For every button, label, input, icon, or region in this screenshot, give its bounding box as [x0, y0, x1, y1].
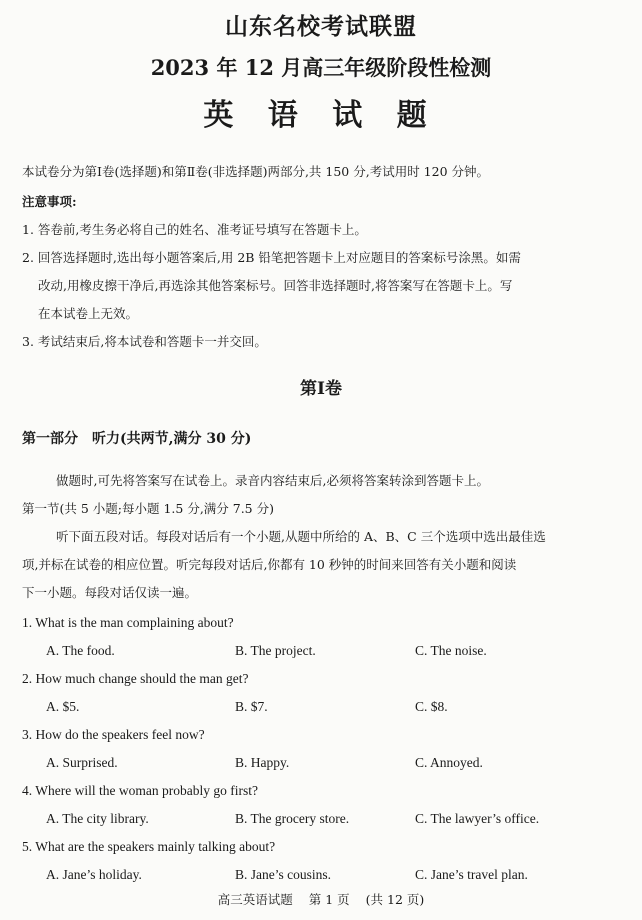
question-2-option-a: A. $5. — [46, 699, 80, 714]
footer-page-number: 第 1 页 — [308, 892, 350, 907]
volume-heading: 第Ⅰ卷 — [300, 379, 342, 399]
note-item-2-line-2: 改动,用橡皮擦干净后,再选涂其他答案标号。回答非选择题时,将答案写在答题卡上。写 — [38, 278, 513, 293]
question-5-option-c: C. Jane’s travel plan. — [415, 867, 528, 882]
question-2-option-c: C. $8. — [415, 699, 448, 714]
question-1-option-a: A. The food. — [46, 643, 115, 658]
question-3-stem: 3. How do the speakers feel now? — [22, 727, 205, 742]
note-item-2-line-3: 在本试卷上无效。 — [38, 306, 139, 321]
footer-total-pages: (共 12 页) — [365, 892, 425, 907]
note-item-2-line-1: 2. 回答选择题时,选出每小题答案后,用 2B 铅笔把答题卡上对应题目的答案标号涂黑。如需 — [22, 250, 521, 265]
note-item-3: 3. 考试结束后,将本试卷和答题卡一并交回。 — [22, 334, 267, 349]
exam-subject-title: 英 语 试 题 — [203, 98, 439, 133]
question-1-option-b: B. The project. — [235, 643, 316, 658]
question-3-option-a: A. Surprised. — [46, 755, 118, 770]
question-5-option-b: B. Jane’s cousins. — [235, 867, 331, 882]
question-3-option-c: C. Annoyed. — [415, 755, 483, 770]
page-footer — [0, 890, 642, 908]
question-4-option-a: A. The city library. — [46, 811, 149, 826]
question-5-stem: 5. What are the speakers mainly talking about? — [22, 839, 276, 854]
question-4-stem: 4. Where will the woman probably go first? — [22, 783, 258, 798]
part1-instruction: 做题时,可先将答案写在试卷上。录音内容结束后,必须将答案转涂到答题卡上。 — [56, 473, 489, 488]
question-3-option-b: B. Happy. — [235, 755, 290, 770]
exam-date-title: 2023 年 12 月高三年级阶段性检测 — [150, 55, 492, 80]
exam-alliance-title: 山东名校考试联盟 — [225, 13, 417, 40]
question-1-option-c: C. The noise. — [415, 643, 487, 658]
section1-heading: 第一节(共 5 小题;每小题 1.5 分,满分 7.5 分) — [22, 501, 274, 516]
intro-text: 本试卷分为第Ⅰ卷(选择题)和第Ⅱ卷(非选择题)两部分,共 150 分,考试用时 120 分钟。 — [22, 164, 489, 179]
question-4-option-b: B. The grocery store. — [235, 811, 350, 826]
question-4-option-c: C. The lawyer’s office. — [415, 811, 540, 826]
question-2-stem: 2. How much change should the man get? — [22, 671, 249, 686]
question-2-option-b: B. $7. — [235, 699, 268, 714]
footer-exam-name: 高三英语试题 — [217, 892, 293, 907]
question-1-stem: 1. What is the man complaining about? — [22, 615, 234, 630]
directions-line-3: 下一小题。每段对话仅读一遍。 — [22, 585, 198, 600]
part1-heading: 第一部分 听力(共两节,满分 30 分) — [22, 431, 252, 447]
directions-line-1: 听下面五段对话。每段对话后有一个小题,从题中所给的 A、B、C 三个选项中选出最佳选 — [56, 529, 546, 544]
notes-heading: 注意事项: — [22, 194, 77, 209]
note-item-1: 1. 答卷前,考生务必将自己的姓名、准考证号填写在答题卡上。 — [22, 222, 367, 237]
question-5-option-a: A. Jane’s holiday. — [46, 867, 142, 882]
directions-line-2: 项,并标在试卷的相应位置。听完每段对话后,你都有 10 秒钟的时间来回答有关小题和阅读 — [22, 557, 517, 572]
